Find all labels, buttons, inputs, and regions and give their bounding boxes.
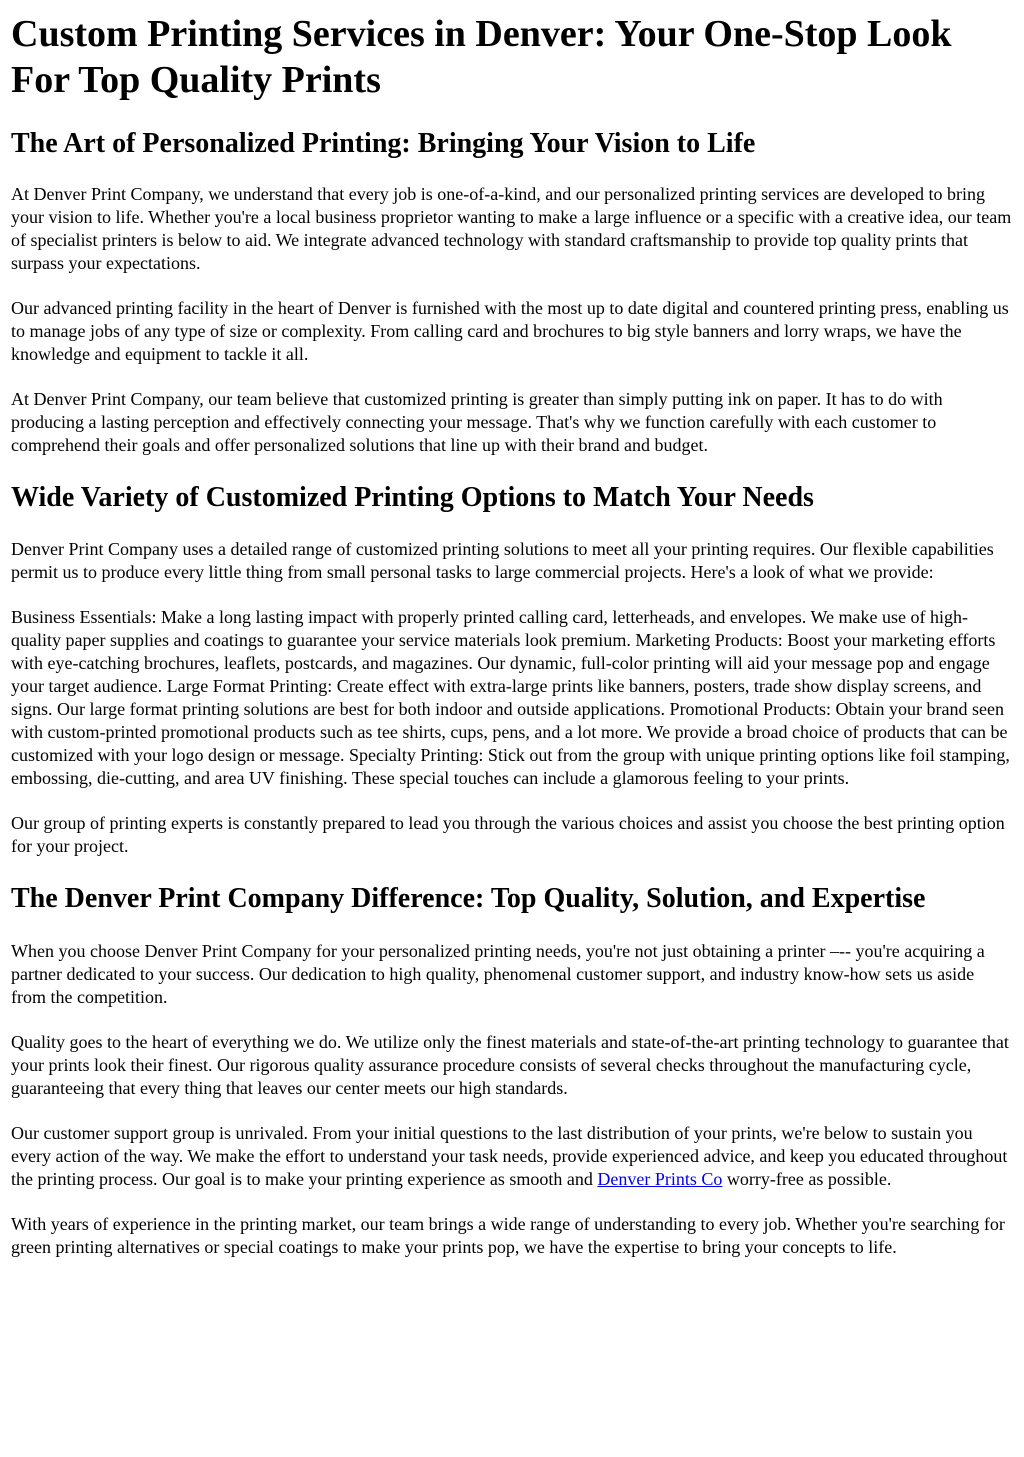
paragraph: Business Essentials: Make a long lasting impact with properly printed calling card, letterheads, and envelopes. We make use of high-quality paper supplies and coatings to guarantee your service materials look premium. Marketing Products: Boost your marketing efforts with eye-catching brochures, leaflets, postcards, and magazines. Our dynamic, full-color printing will aid your message pop and engage your target audience. Large Format Printing: Create effect with extra-large prints like banners, posters, trade show display screens, and signs. Our large format printing solutions are best for both indoor and outside applications. Promotional Products: Obtain your brand seen with custom-printed promotional products such as tee shirts, cups, pens, and a lot more. We provide a broad choice of products that can be customized with your logo design or message. Specialty Printing: Stick out from the group with unique printing options like foil stamping, embossing, die-cutting, and area UV finishing. These special touches can include a glamorous feeling to your prints. — [11, 607, 1010, 788]
denver-prints-co-link[interactable]: Denver Prints Co — [597, 1169, 723, 1189]
paragraph: At Denver Print Company, we understand that every job is one-of-a-kind, and our personalized printing services are developed to bring your vision to life. Whether you're a local business proprietor wanting to make a large influence or a specific with a creative idea, our team of specialist printers is below to aid. We integrate advanced technology with standard craftsmanship to provide top quality prints that surpass your expectations. — [11, 184, 1012, 273]
section-heading-company-difference: The Denver Print Company Difference: Top Quality, Solution, and Expertise — [11, 883, 926, 914]
paragraph: With years of experience in the printing market, our team brings a wide range of understanding to every job. Whether you're searching for green printing alternatives or special coatings to make your prints pop, we have the expertise to bring your concepts to life. — [11, 1214, 1005, 1257]
paragraph: At Denver Print Company, our team believe that customized printing is greater than simply putting ink on paper. It has to do with producing a lasting perception and effectively connecting your message. That's why we function carefully with each customer to comprehend their goals and offer personalized solutions that line up with their brand and budget. — [11, 389, 943, 455]
section-heading-personalized-printing: The Art of Personalized Printing: Bringing Your Vision to Life — [11, 128, 756, 159]
article — [0, 11, 1024, 1259]
paragraph: Quality goes to the heart of everything we do. We utilize only the finest materials and state-of-the-art printing technology to guarantee that your prints look their finest. Our rigorous quality assurance procedure consists of several checks throughout the manufacturing cycle, guaranteeing that every thing that leaves our center meets our high standards. — [11, 1032, 1009, 1098]
paragraph-text: Our customer support group is unrivaled. From your initial questions to the last distribution of your prints, we're below to sustain you every action of the way. We make the effort to understand your task needs, provide experienced advice, and keep you educated throughout the printing process. Our goal is to make your printing experience as smooth and — [11, 1123, 1008, 1189]
page-title: Custom Printing Services in Denver: Your One-Stop Look For Top Quality Prints — [11, 13, 952, 101]
paragraph: Our advanced printing facility in the heart of Denver is furnished with the most up to date digital and countered printing press, enabling us to manage jobs of any type of size or complexity. From calling card and brochures to big style banners and lorry wraps, we have the knowledge and equipment to tackle it all. — [11, 298, 1009, 364]
paragraph: Our group of printing experts is constantly prepared to lead you through the various choices and assist you choose the best printing option for your project. — [11, 813, 1005, 856]
paragraph: When you choose Denver Print Company for your personalized printing needs, you're not just obtaining a printer –-- you're acquiring a partner dedicated to your success. Our dedication to high quality, phenomenal customer support, and industry know-how sets us aside from the competition. — [11, 941, 985, 1007]
paragraph-text: worry-free as possible. — [722, 1169, 892, 1189]
section-heading-printing-options: Wide Variety of Customized Printing Options to Match Your Needs — [11, 482, 814, 513]
paragraph — [11, 1122, 1013, 1191]
paragraph: Denver Print Company uses a detailed range of customized printing solutions to meet all your printing requires. Our flexible capabilities permit us to produce every little thing from small personal tasks to large commercial projects. Here's a look of what we provide: — [11, 539, 994, 582]
